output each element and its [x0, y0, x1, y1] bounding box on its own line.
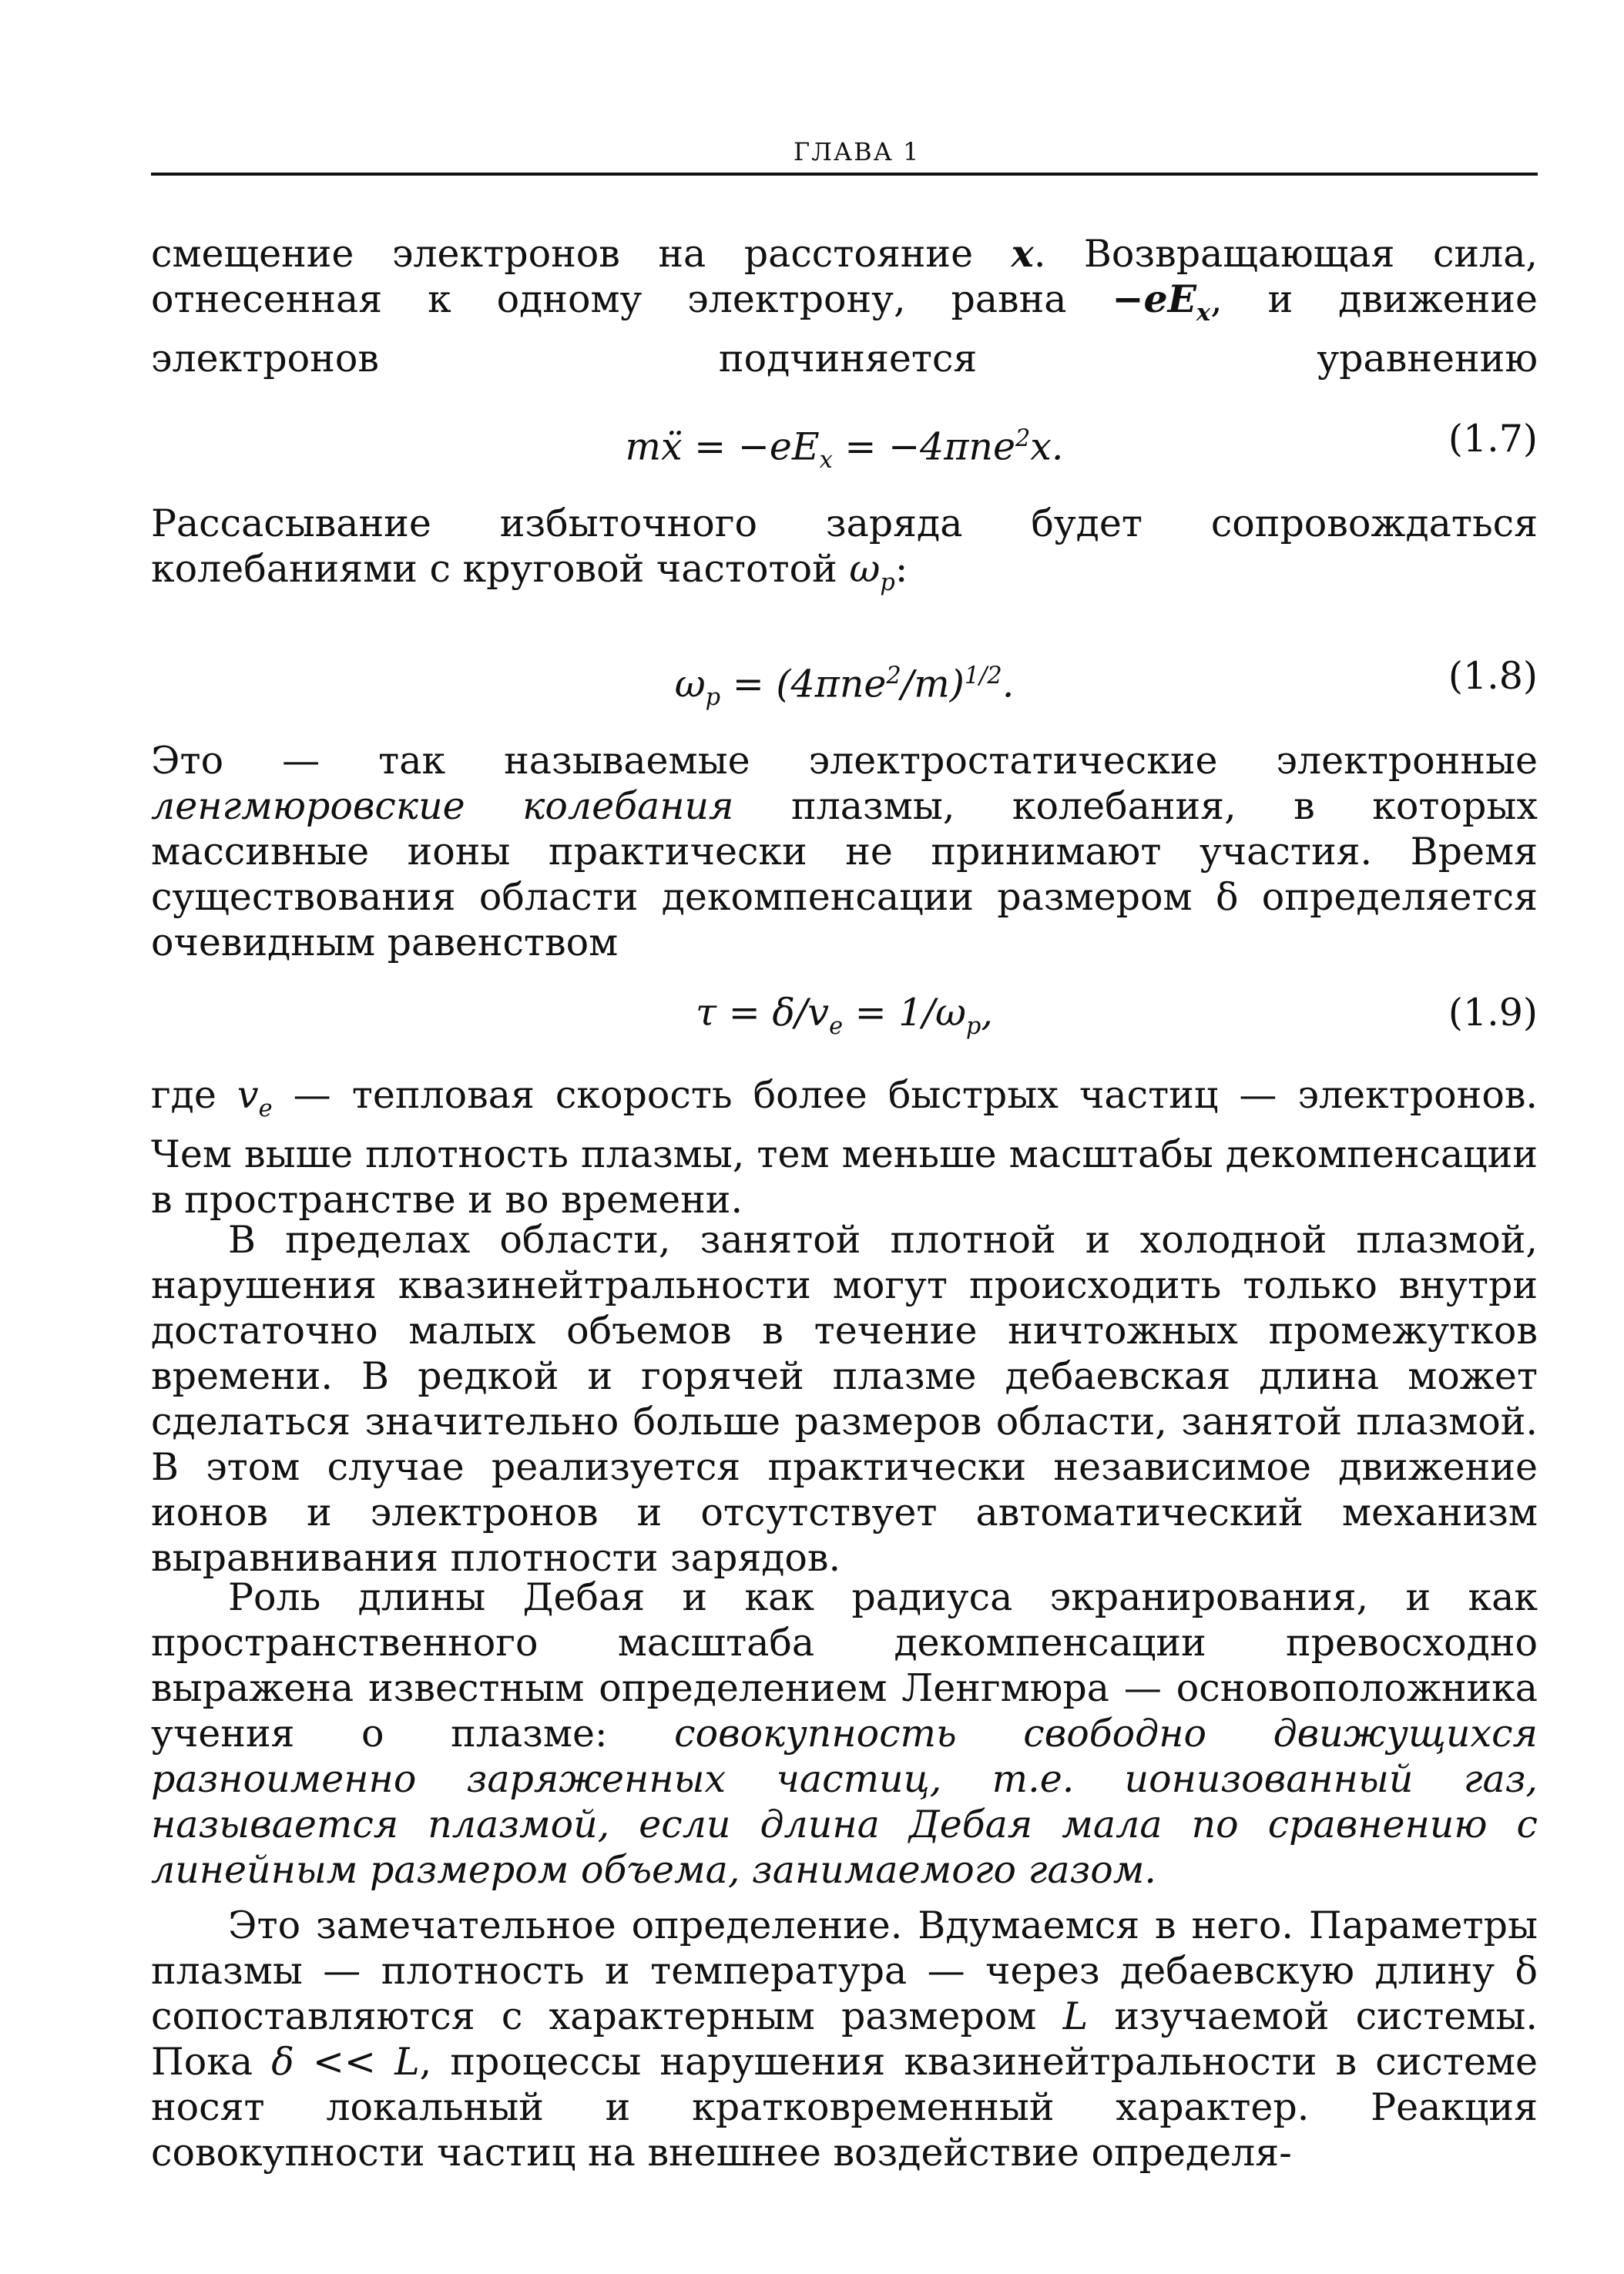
paragraph-5: В пределах области, занятой плотной и холодной плазмой, нарушения квазинейтральности могут происходить только внутри достаточно малых объемов в течение ничтожных промежутков времени. В редкой и горячей плазме дебаевская длина может сделаться значительно больше размеров области, занятой плазмой. В этом случае реализуется практически независимое движение ионов и электронов и отсутствует автоматический механизм выравнивания плотности зарядов. [151, 1218, 1538, 1580]
paragraph-3 [151, 738, 1538, 965]
p7-text-2: сопоставляются с характерным размером [151, 1994, 1063, 2038]
p2-text-2: : [894, 547, 908, 591]
paragraph-4 [151, 1072, 1538, 1223]
p2-omega: ω [849, 547, 881, 591]
p2-text-1: Рассасывание избыточного заряда будет сопровождаться колебаниями с круговой частотой [151, 501, 1538, 591]
p1-force: −eE [1112, 277, 1196, 321]
p2-omega-sub: p [880, 568, 895, 596]
p7-delta: δ [1515, 1949, 1538, 1993]
paragraph-6 [151, 1575, 1538, 1893]
p7-text-4: , процессы нарушения квазинейтральности в системе носят локальный и кратковременный характер. Реакция совокупности частиц на внешнее воздействие определя- [151, 2040, 1538, 2175]
equation-1-8 [151, 653, 1538, 712]
p3-text-2: плазмы, колебания, в которых массивные ионы практически не принимают участия. Время существования области декомпенсации размером [151, 784, 1538, 919]
running-head: ГЛАВА 1 [794, 137, 921, 166]
p7-length: L [1062, 1994, 1089, 2038]
p6-text-1: Роль длины Дебая и как радиуса экранирования, и как пространственного масштаба декомпенсации превосходно выражена известным определением Ленгмюра — основоположника учения о плазме: [151, 1575, 1538, 1756]
p4-text-2: — тепловая скорость более быстрых частиц — электронов. Чем выше плотность плазмы, тем меньше масштабы декомпенсации в пространстве и во времени. [151, 1073, 1538, 1222]
p1-force-sub: x [1196, 298, 1211, 327]
p3-text-1: Это — так называемые электростатические электронные [151, 739, 1538, 783]
equation-1-8-formula: $\omega_p = (4\pi ne^2/m)^{1/2}$. [674, 662, 1015, 712]
equation-1-7-formula: mẍ = $-eE_x = -4\pi ne^2x$. [625, 424, 1064, 475]
p4-text-1: где [151, 1073, 237, 1117]
p1-text-3: , и движение электронов подчиняется уравнению [151, 277, 1538, 381]
paragraph-2 [151, 501, 1538, 605]
equation-1-7 [151, 416, 1538, 475]
p7-inequality: δ << L [271, 2040, 420, 2084]
p6-definition: совокупность свободно движущихся разноименно заряженных частиц, т.е. ионизованный газ, называется плазмой, если длина Дебая мала по сравнению с линейным размером объема, занимаемого газом. [151, 1712, 1538, 1892]
p3-delta: δ [1215, 875, 1239, 919]
paragraph-7 [151, 1903, 1538, 2175]
equation-1-8-number: (1.8) [1448, 654, 1538, 698]
p1-text-1: смещение электронов на расстояние [151, 232, 1012, 276]
p1-text-2: . Возвращающая сила, отнесенная к одному электрону, равна [151, 232, 1538, 321]
p4-velocity-sub: e [258, 1095, 273, 1122]
p7-text-1: Это замечательное определение. Вдумаемся в него. Параметры плазмы — плотность и температура — через дебаевскую длину [151, 1903, 1538, 1993]
p7-text-3: изучаемой системы. Пока [151, 1994, 1538, 2084]
equation-1-9 [151, 990, 1538, 1040]
header-rule [151, 173, 1538, 176]
paragraph-1 [151, 231, 1538, 381]
p3-term: ленгмюровские колебания [151, 784, 734, 828]
equation-1-9-number: (1.9) [1448, 991, 1538, 1035]
p3-text-3: определяется очевидным равенством [151, 875, 1538, 964]
p1-variable-x: x [1011, 231, 1034, 276]
equation-1-9-formula: $\tau = \delta/v_e = 1/\omega_p$, [696, 991, 993, 1040]
p4-velocity: v [237, 1073, 259, 1117]
equation-1-7-number: (1.7) [1448, 417, 1538, 461]
